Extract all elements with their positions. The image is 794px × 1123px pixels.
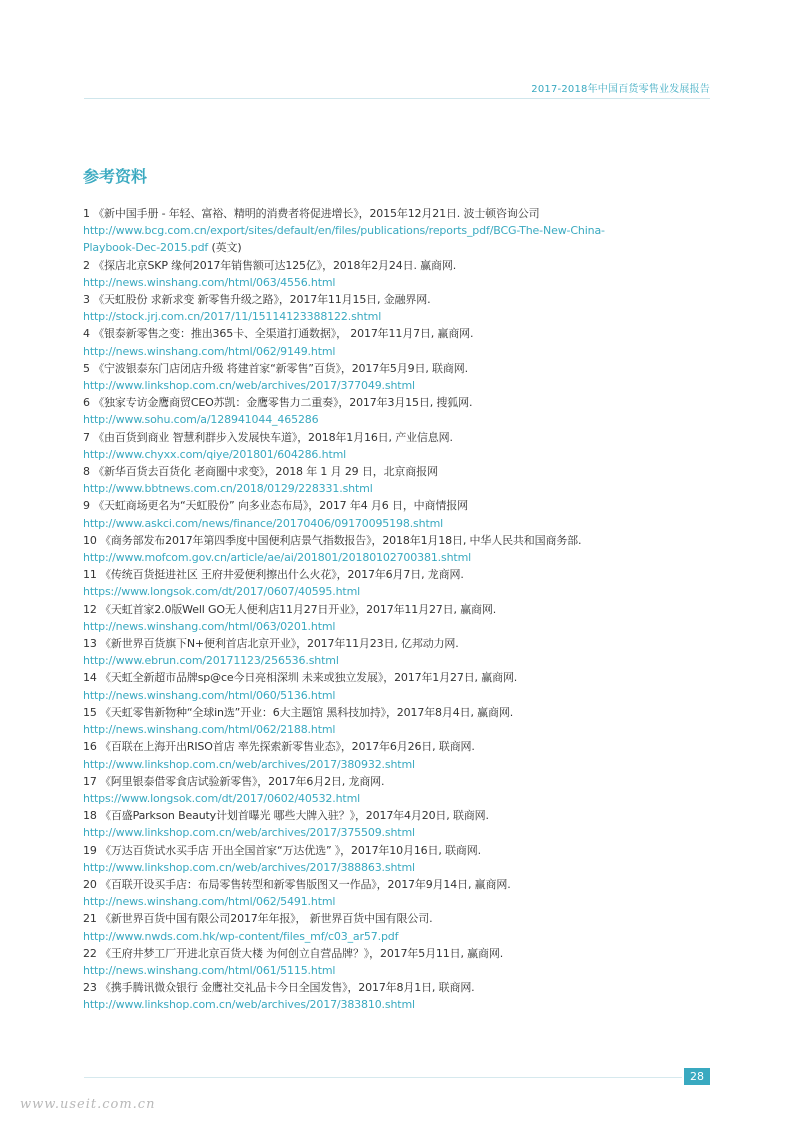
reference-link[interactable]: http://news.winshang.com/html/063/0201.html bbox=[83, 619, 336, 633]
reference-link[interactable]: http://www.bbtnews.com.cn/2018/0129/228331.shtml bbox=[83, 482, 373, 496]
reference-text: 23 《携手腾讯微众银行 金鹰社交礼品卡今日全国发售》，2017年8月1日, 联商网. bbox=[83, 981, 475, 995]
reference-url-line bbox=[83, 222, 713, 239]
header-divider bbox=[84, 98, 710, 99]
reference-item bbox=[83, 910, 713, 944]
reference-url-line bbox=[83, 618, 713, 635]
reference-item bbox=[83, 463, 713, 497]
reference-url-line bbox=[83, 446, 713, 463]
reference-title bbox=[83, 669, 713, 686]
reference-title bbox=[83, 773, 713, 790]
reference-text: 2 《探店北京SKP 缘何2017年销售额可达125亿》，2018年2月24日. 赢商网. bbox=[83, 258, 457, 272]
reference-link[interactable]: http://www.sohu.com/a/128941044_465286 bbox=[83, 413, 319, 427]
reference-link[interactable]: http://www.linkshop.com.cn/web/archives/2017/377049.shtml bbox=[83, 379, 415, 393]
reference-title bbox=[83, 704, 713, 721]
reference-item bbox=[83, 360, 713, 394]
reference-url-line bbox=[83, 893, 713, 910]
reference-text: 10 《商务部发布2017年第四季度中国便利店景气指数报告》，2018年1月18日, 中华人民共和国商务部. bbox=[83, 533, 582, 547]
reference-item bbox=[83, 669, 713, 703]
reference-link[interactable]: http://www.linkshop.com.cn/web/archives/2017/388863.shtml bbox=[83, 860, 415, 874]
reference-title bbox=[83, 394, 713, 411]
reference-language-note: (英文) bbox=[208, 241, 242, 255]
reference-item bbox=[83, 257, 713, 291]
reference-text: 14 《天虹全新超市品牌sp@ce今日亮相深圳 未来或独立发展》，2017年1月27日, 赢商网. bbox=[83, 671, 518, 685]
reference-title bbox=[83, 979, 713, 996]
reference-title bbox=[83, 738, 713, 755]
reference-title bbox=[83, 205, 713, 222]
reference-title bbox=[83, 463, 713, 480]
reference-text: 20 《百联开设买手店：布局零售转型和新零售版图又一作品》，2017年9月14日, 赢商网. bbox=[83, 877, 511, 891]
reference-text: 1 《新中国手册 - 年轻、富裕、精明的消费者将促进增长》，2015年12月21日. 波士顿咨询公司 bbox=[83, 207, 540, 220]
reference-text: 16 《百联在上海开出RISO首店 率先探索新零售业态》，2017年6月26日, 联商网. bbox=[83, 740, 475, 754]
reference-text: 18 《百盛Parkson Beauty计划首曝光 哪些大牌入驻？》，2017年4月20日, 联商网. bbox=[83, 809, 489, 823]
reference-url-line bbox=[83, 308, 713, 325]
reference-title bbox=[83, 842, 713, 859]
reference-link[interactable]: http://www.ebrun.com/20171123/256536.shtml bbox=[83, 654, 339, 668]
reference-url-line bbox=[83, 480, 713, 497]
reference-text: 8 《新华百货去百货化 老商圈中求变》，2018 年 1 月 29 日，北京商报网 bbox=[83, 465, 438, 479]
reference-link[interactable]: http://www.chyxx.com/qiye/201801/604286.html bbox=[83, 447, 347, 461]
reference-url-line bbox=[83, 274, 713, 291]
reference-link[interactable]: https://www.longsok.com/dt/2017/0607/40595.html bbox=[83, 585, 361, 599]
reference-item bbox=[83, 773, 713, 807]
reference-link[interactable]: http://news.winshang.com/html/063/4556.html bbox=[83, 275, 336, 289]
reference-item bbox=[83, 325, 713, 359]
reference-text: 15 《天虹零售新物种“全球in选”开业：6大主题馆 黑科技加持》，2017年8月4日, 赢商网. bbox=[83, 705, 514, 719]
reference-link[interactable]: http://www.mofcom.gov.cn/article/ae/ai/201801/20180102700381.shtml bbox=[83, 551, 472, 565]
reference-item bbox=[83, 945, 713, 979]
reference-url-line bbox=[83, 859, 713, 876]
reference-url-line bbox=[83, 239, 713, 256]
reference-url-line bbox=[83, 549, 713, 566]
reference-title bbox=[83, 601, 713, 618]
reference-link[interactable]: http://www.linkshop.com.cn/web/archives/2017/375509.shtml bbox=[83, 826, 415, 840]
reference-item bbox=[83, 394, 713, 428]
reference-url-line bbox=[83, 756, 713, 773]
reference-text: 19 《万达百货试水买手店 开出全国首家“万达优选” 》，2017年10月16日, 联商网. bbox=[83, 843, 481, 857]
reference-text: 11 《传统百货挺进社区 王府井爱便利擦出什么火花》，2017年6月7日, 龙商网. bbox=[83, 568, 464, 582]
references-list bbox=[83, 205, 713, 1014]
reference-url-line bbox=[83, 996, 713, 1013]
reference-url-line bbox=[83, 411, 713, 428]
reference-item bbox=[83, 807, 713, 841]
reference-text: 21 《新世界百货中国有限公司2017年年报》， 新世界百货中国有限公司. bbox=[83, 912, 433, 926]
reference-url-line bbox=[83, 583, 713, 600]
reference-url-line bbox=[83, 790, 713, 807]
reference-item bbox=[83, 635, 713, 669]
reference-title bbox=[83, 635, 713, 652]
reference-link[interactable]: http://news.winshang.com/html/061/5115.html bbox=[83, 963, 336, 977]
reference-title bbox=[83, 532, 713, 549]
reference-title bbox=[83, 429, 713, 446]
reference-title bbox=[83, 876, 713, 893]
reference-item bbox=[83, 532, 713, 566]
reference-text: 9 《天虹商场更名为“天虹股份” 向多业态布局》，2017 年4 月6 日，中商情报网 bbox=[83, 499, 468, 513]
reference-item bbox=[83, 497, 713, 531]
reference-text: 12 《天虹首家2.0版Well GO无人便利店11月27日开业》，2017年11月27日, 赢商网. bbox=[83, 602, 497, 616]
reference-link[interactable]: http://news.winshang.com/html/060/5136.html bbox=[83, 688, 336, 702]
page-number: 28 bbox=[684, 1068, 710, 1085]
reference-url-line bbox=[83, 721, 713, 738]
watermark: www.useit.com.cn bbox=[20, 1097, 156, 1112]
reference-link[interactable]: http://www.bcg.com.cn/export/sites/default/en/files/publications/reports_pdf/BCG-The-New-China- bbox=[83, 224, 605, 238]
reference-text: 13 《新世界百货旗下N+便利首店北京开业》，2017年11月23日, 亿邦动力网. bbox=[83, 637, 459, 651]
reference-item bbox=[83, 601, 713, 635]
reference-url-line bbox=[83, 343, 713, 360]
reference-text: 3 《天虹股份 求新求变 新零售升级之路》，2017年11月15日, 金融界网. bbox=[83, 293, 431, 307]
reference-url-line bbox=[83, 824, 713, 841]
reference-item bbox=[83, 876, 713, 910]
reference-title bbox=[83, 360, 713, 377]
reference-title bbox=[83, 291, 713, 308]
reference-title bbox=[83, 497, 713, 514]
reference-item bbox=[83, 291, 713, 325]
reference-item bbox=[83, 566, 713, 600]
reference-text: 22 《王府井梦工厂开进北京百货大楼 为何创立自营品牌？》，2017年5月11日, 赢商网. bbox=[83, 946, 504, 960]
reference-item bbox=[83, 979, 713, 1013]
reference-link[interactable]: http://www.linkshop.com.cn/web/archives/2017/383810.shtml bbox=[83, 998, 415, 1012]
reference-link[interactable]: https://www.longsok.com/dt/2017/0602/40532.html bbox=[83, 791, 361, 805]
reference-url-line bbox=[83, 377, 713, 394]
reference-text: 4 《银泰新零售之变：推出365卡、全渠道打通数据》， 2017年11月7日, 赢商网. bbox=[83, 327, 474, 341]
reference-item bbox=[83, 205, 713, 257]
reference-url-line bbox=[83, 962, 713, 979]
reference-link[interactable]: http://news.winshang.com/html/062/5491.html bbox=[83, 895, 336, 909]
reference-title bbox=[83, 807, 713, 824]
reference-link[interactable]: Playbook-Dec-2015.pdf bbox=[83, 241, 209, 255]
reference-item bbox=[83, 429, 713, 463]
reference-text: 17 《阿里银泰借零食店试验新零售》，2017年6月2日, 龙商网. bbox=[83, 774, 385, 788]
reference-url-line bbox=[83, 687, 713, 704]
reference-text: 7 《由百货到商业 智慧利群步入发展快车道》，2018年1月16日, 产业信息网. bbox=[83, 430, 453, 444]
footer-divider bbox=[84, 1077, 682, 1078]
reference-item bbox=[83, 704, 713, 738]
reference-link[interactable]: http://www.askci.com/news/finance/20170406/09170095198.shtml bbox=[83, 516, 444, 530]
reference-title bbox=[83, 566, 713, 583]
reference-url-line bbox=[83, 928, 713, 945]
reference-title bbox=[83, 257, 713, 274]
reference-title bbox=[83, 910, 713, 927]
report-title: 2017-2018年中国百货零售业发展报告 bbox=[531, 84, 710, 95]
reference-url-line bbox=[83, 652, 713, 669]
section-title: 参考资料 bbox=[83, 167, 148, 186]
reference-link[interactable]: http://stock.jrj.com.cn/2017/11/15114123388122.shtml bbox=[83, 310, 382, 324]
reference-item bbox=[83, 738, 713, 772]
reference-item bbox=[83, 842, 713, 876]
reference-link[interactable]: http://www.linkshop.com.cn/web/archives/2017/380932.shtml bbox=[83, 757, 415, 771]
reference-link[interactable]: http://news.winshang.com/html/062/2188.html bbox=[83, 723, 336, 737]
reference-text: 5 《宁波银泰东门店闭店升级 将建首家“新零售”百货》，2017年5月9日, 联商网. bbox=[83, 361, 468, 375]
reference-link[interactable]: http://www.nwds.com.hk/wp-content/files_mf/c03_ar57.pdf bbox=[83, 929, 399, 943]
reference-text: 6 《独家专访金鹰商贸CEO苏凯：金鹰零售力二重奏》，2017年3月15日, 搜狐网. bbox=[83, 396, 473, 410]
reference-link[interactable]: http://news.winshang.com/html/062/9149.html bbox=[83, 344, 336, 358]
reference-title bbox=[83, 325, 713, 342]
reference-title bbox=[83, 945, 713, 962]
reference-url-line bbox=[83, 515, 713, 532]
